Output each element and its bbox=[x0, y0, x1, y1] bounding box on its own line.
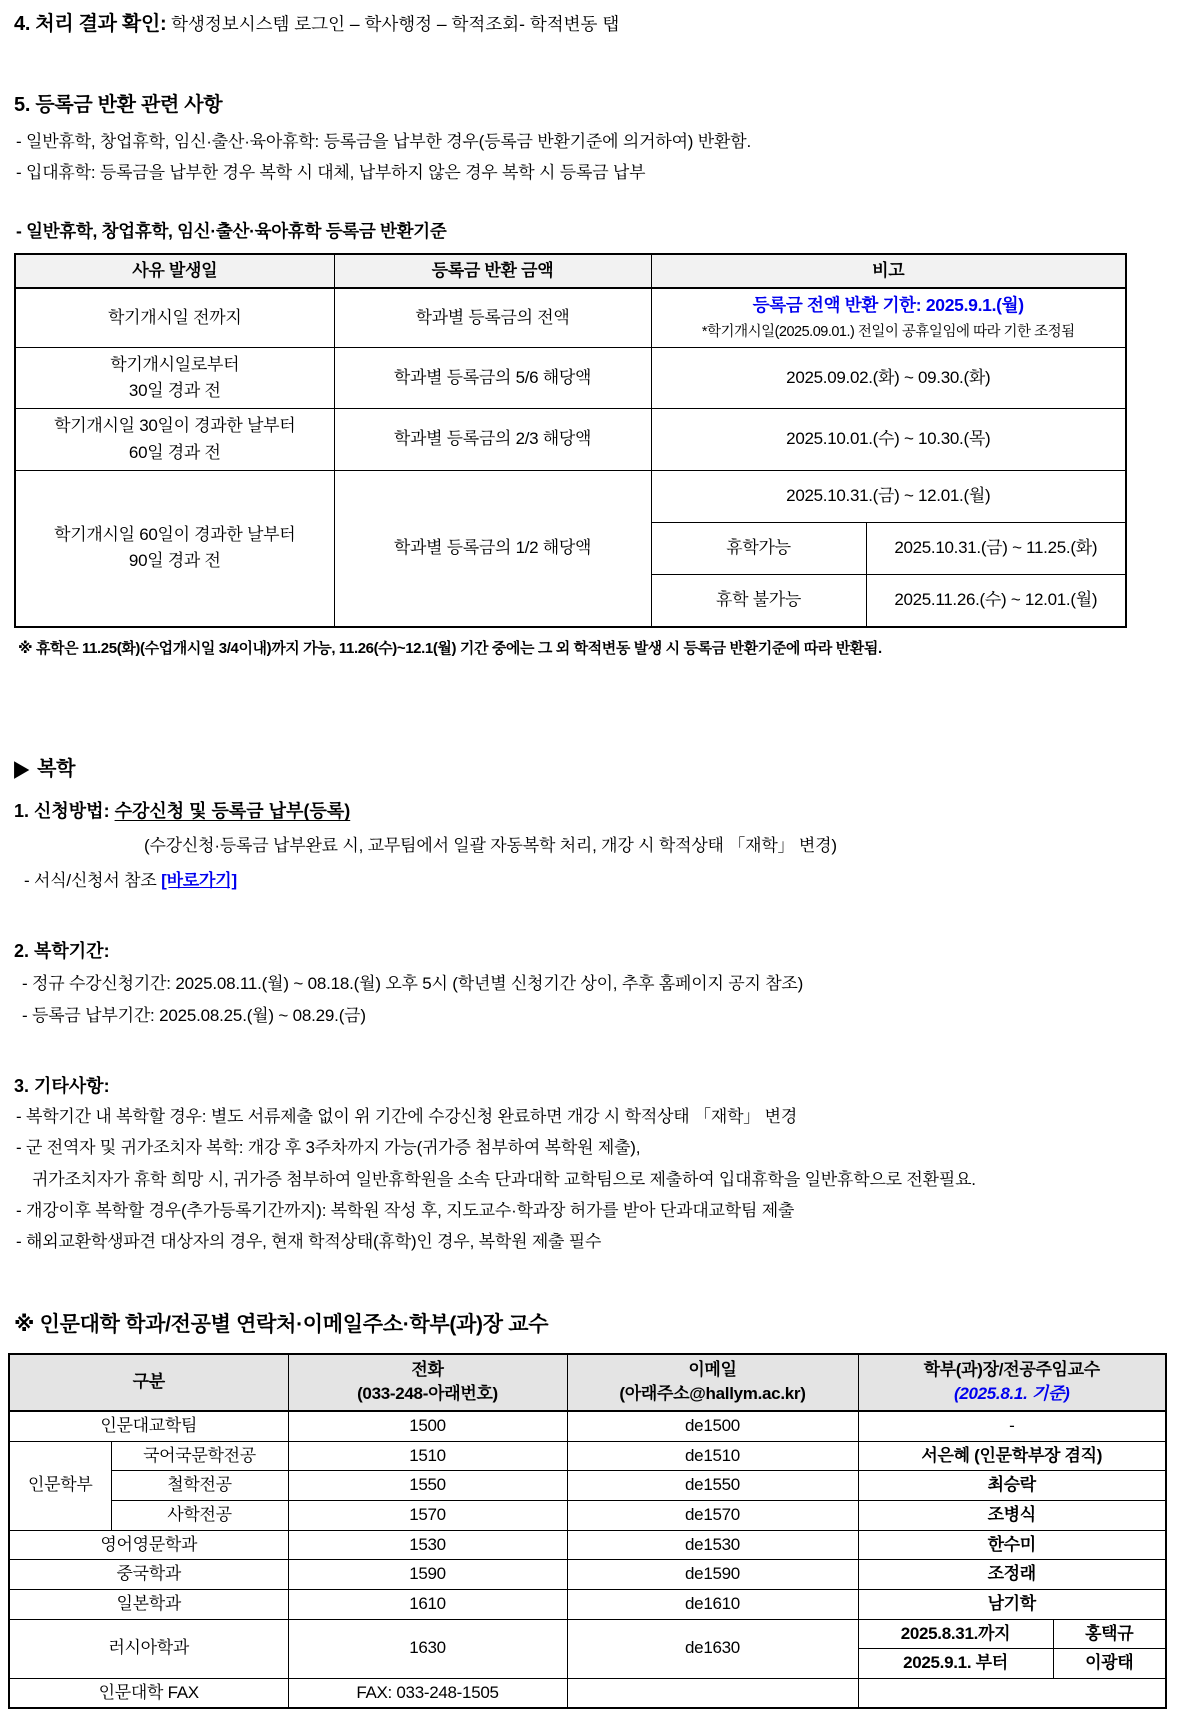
russian-head1-period-cell: 2025.8.31.까지 bbox=[858, 1619, 1053, 1649]
contact-header-group: 구분 bbox=[9, 1354, 288, 1411]
return-section-title bbox=[14, 755, 1186, 784]
philosophy-dept-cell: 철학전공 bbox=[111, 1471, 288, 1501]
return-etc-item4: - 해외교환학생파견 대상자의 경우, 현재 학적상태(휴학)인 경우, 복학원 제출 필수 bbox=[16, 1231, 602, 1251]
refund-row1-note-deadline: 등록금 전액 반환 기한: 2025.9.1.(월) bbox=[752, 295, 1024, 316]
return-method-label: 1. 신청방법: bbox=[14, 801, 115, 822]
section5-item2: - 입대휴학: 등록금을 납부한 경우 복학 시 대체, 납부하지 않은 경우 복학 시 등록금 납부 bbox=[16, 162, 646, 182]
contact-header-head-line1: 학부(과)장/전공주임교수 bbox=[923, 1359, 1100, 1379]
refund-row2-reason bbox=[15, 347, 334, 409]
russian-head2-name-cell: 이광태 bbox=[1053, 1649, 1166, 1679]
contact-row-office bbox=[9, 1411, 1166, 1441]
russian-head1-name-cell: 홍택규 bbox=[1053, 1619, 1166, 1649]
office-phone-cell: 1500 bbox=[288, 1411, 567, 1441]
contact-row-russian-1 bbox=[9, 1619, 1166, 1649]
chinese-phone-cell: 1590 bbox=[288, 1560, 567, 1590]
contact-header-head-line2: (2025.8.1. 기준) bbox=[953, 1384, 1070, 1404]
history-dept-cell: 사학전공 bbox=[111, 1501, 288, 1531]
russian-head2-period-cell: 2025.9.1. 부터 bbox=[858, 1649, 1053, 1679]
contact-row-japanese bbox=[9, 1589, 1166, 1619]
contact-header-row bbox=[9, 1354, 1166, 1411]
section5-item1: - 일반휴학, 창업휴학, 임신·출산·육아휴학: 등록금을 납부한 경우(등록금 반환기준에 의거하여) 반환함. bbox=[16, 132, 751, 151]
triangle-marker-icon: ▶ bbox=[14, 756, 30, 782]
refund-row4-sub2-label: 휴학 불가능 bbox=[651, 575, 866, 627]
humanities-group-cell: 인문학부 bbox=[9, 1441, 111, 1530]
english-phone-cell: 1530 bbox=[288, 1530, 567, 1560]
contact-header-head bbox=[858, 1354, 1166, 1411]
contact-table-heading: ※ 인문대학 학과/전공별 연락처·이메일주소·학부(과)장 교수 bbox=[14, 1313, 549, 1337]
korean-email-cell: de1510 bbox=[567, 1441, 858, 1471]
philosophy-email-cell: de1550 bbox=[567, 1471, 858, 1501]
return-form-line bbox=[24, 869, 1186, 894]
refund-row2-amount: 학과별 등록금의 5/6 해당액 bbox=[334, 347, 651, 409]
chinese-email-cell: de1590 bbox=[567, 1560, 858, 1590]
refund-row1-amount: 학과별 등록금의 전액 bbox=[334, 288, 651, 347]
contact-row-english bbox=[9, 1530, 1166, 1560]
chinese-dept-cell: 중국학과 bbox=[9, 1560, 288, 1590]
refund-row3-reason-line1: 학기개시일 30일이 경과한 날부터 bbox=[54, 416, 296, 436]
contact-header-email bbox=[567, 1354, 858, 1411]
contact-header-email-line2: (아래주소@hallym.ac.kr) bbox=[619, 1384, 806, 1404]
refund-table-caption: - 일반휴학, 창업휴학, 임신·출산·육아휴학 등록금 반환기준 bbox=[16, 221, 447, 242]
history-phone-cell: 1570 bbox=[288, 1501, 567, 1531]
refund-row4-reason-line2: 90일 경과 전 bbox=[128, 551, 221, 571]
japanese-dept-cell: 일본학과 bbox=[9, 1589, 288, 1619]
contact-header-phone bbox=[288, 1354, 567, 1411]
philosophy-phone-cell: 1550 bbox=[288, 1471, 567, 1501]
refund-row-1-2 bbox=[15, 471, 1126, 523]
refund-row3-amount: 학과별 등록금의 2/3 해당액 bbox=[334, 409, 651, 471]
refund-table bbox=[14, 253, 1127, 628]
return-title-text: 복학 bbox=[37, 758, 76, 781]
history-email-cell: de1570 bbox=[567, 1501, 858, 1531]
return-etc-title: 3. 기타사항: bbox=[14, 1076, 110, 1097]
refund-row1-note-detail: *학기개시일(2025.09.01.) 전일이 공휴일임에 따라 기한 조정됨 bbox=[701, 323, 1075, 340]
contact-header-email-line1: 이메일 bbox=[688, 1359, 737, 1379]
russian-email-cell: de1630 bbox=[567, 1619, 858, 1678]
section4-text: 학생정보시스템 로그인 – 학사행정 – 학적조회- 학적변동 탭 bbox=[171, 14, 620, 34]
english-email-cell: de1530 bbox=[567, 1530, 858, 1560]
refund-row2-reason-line2: 30일 경과 전 bbox=[128, 381, 221, 401]
section4-line bbox=[14, 10, 1186, 39]
refund-row-2-3 bbox=[15, 409, 1126, 471]
return-period-item1: - 정규 수강신청기간: 2025.08.11.(월) ~ 08.18.(월) 오후 5시 (학년별 신청기간 상이, 추후 홈페이지 공지 참조) bbox=[22, 973, 804, 993]
return-etc-item3: - 개강이후 복학할 경우(추가등록기간까지): 복학원 작성 후, 지도교수·학과장 허가를 받아 단과대교학팀 제출 bbox=[16, 1201, 795, 1221]
refund-footnote: ※ 휴학은 11.25(화)(수업개시일 3/4이내)까지 가능, 11.26(수)~12.1(월) 기간 중에는 그 외 학적변동 발생 시 등록금 반환기준에 따라 반환됨. bbox=[18, 639, 882, 657]
korean-phone-cell: 1510 bbox=[288, 1441, 567, 1471]
refund-row2-reason-line1: 학기개시일로부터 bbox=[110, 354, 240, 374]
japanese-email-cell: de1610 bbox=[567, 1589, 858, 1619]
refund-header-row bbox=[15, 254, 1126, 289]
refund-row4-note-top: 2025.10.31.(금) ~ 12.01.(월) bbox=[651, 471, 1126, 523]
refund-header-amount: 등록금 반환 금액 bbox=[334, 254, 651, 289]
return-period-item2: - 등록금 납부기간: 2025.08.25.(월) ~ 08.29.(금) bbox=[22, 1006, 366, 1026]
return-method-note: (수강신청·등록금 납부완료 시, 교무팀에서 일괄 자동복학 처리, 개강 시 학적상태 「재학」 변경) bbox=[144, 836, 837, 856]
russian-phone-cell: 1630 bbox=[288, 1619, 567, 1678]
refund-row4-sub1-label: 휴학가능 bbox=[651, 523, 866, 575]
refund-row1-note bbox=[651, 288, 1126, 347]
history-head-cell: 조병식 bbox=[858, 1501, 1166, 1531]
refund-row4-sub1-value: 2025.10.31.(금) ~ 11.25.(화) bbox=[866, 523, 1126, 575]
return-method-line bbox=[14, 798, 1186, 824]
contact-header-phone-line1: 전화 bbox=[411, 1359, 444, 1379]
english-head-cell: 한수미 bbox=[858, 1530, 1166, 1560]
refund-header-note: 비고 bbox=[651, 254, 1126, 289]
office-head-cell: - bbox=[858, 1411, 1166, 1441]
refund-row-5-6 bbox=[15, 347, 1126, 409]
return-etc-item2: - 군 전역자 및 귀가조치자 복학: 개강 후 3주차까지 가능(귀가증 첨부하여 복학원 제출), bbox=[16, 1137, 641, 1157]
refund-row3-reason bbox=[15, 409, 334, 471]
korean-head-cell: 서은혜 (인문학부장 겸직) bbox=[858, 1441, 1166, 1471]
refund-row4-reason-line1: 학기개시일 60일이 경과한 날부터 bbox=[54, 524, 296, 544]
japanese-phone-cell: 1610 bbox=[288, 1589, 567, 1619]
fax-number-cell: FAX: 033-248-1505 bbox=[288, 1678, 567, 1708]
office-dept-cell: 인문대교학팀 bbox=[9, 1411, 288, 1441]
fax-dept-cell: 인문대학 FAX bbox=[9, 1678, 288, 1708]
fax-head-cell bbox=[858, 1678, 1166, 1708]
contact-row-fax bbox=[9, 1678, 1166, 1708]
refund-row4-sub2-value: 2025.11.26.(수) ~ 12.01.(월) bbox=[866, 575, 1126, 627]
office-email-cell: de1500 bbox=[567, 1411, 858, 1441]
russian-dept-cell: 러시아학과 bbox=[9, 1619, 288, 1678]
japanese-head-cell: 남기학 bbox=[858, 1589, 1166, 1619]
fax-email-cell bbox=[567, 1678, 858, 1708]
contact-header-phone-line2: (033-248-아래번호) bbox=[357, 1384, 498, 1404]
section5-title: 5. 등록금 반환 관련 사항 bbox=[14, 94, 223, 116]
refund-row1-reason: 학기개시일 전까지 bbox=[15, 288, 334, 347]
refund-row4-amount: 학과별 등록금의 1/2 해당액 bbox=[334, 471, 651, 627]
form-shortcut-link[interactable]: [바로가기] bbox=[161, 871, 237, 891]
refund-row-full bbox=[15, 288, 1126, 347]
chinese-head-cell: 조정래 bbox=[858, 1560, 1166, 1590]
korean-dept-cell: 국어국문학전공 bbox=[111, 1441, 288, 1471]
refund-header-reason: 사유 발생일 bbox=[15, 254, 334, 289]
contact-row-history bbox=[9, 1501, 1166, 1531]
refund-row4-reason bbox=[15, 471, 334, 627]
section4-title: 4. 처리 결과 확인: bbox=[14, 13, 167, 35]
refund-row2-note: 2025.09.02.(화) ~ 09.30.(화) bbox=[651, 347, 1126, 409]
contact-row-korean bbox=[9, 1441, 1166, 1471]
contact-row-philosophy bbox=[9, 1471, 1166, 1501]
return-method-value: 수강신청 및 등록금 납부(등록) bbox=[114, 801, 351, 822]
return-form-label: - 서식/신청서 참조 bbox=[24, 871, 162, 891]
return-etc-item1: - 복학기간 내 복학할 경우: 별도 서류제출 없이 위 기간에 수강신청 완료하면 개강 시 학적상태 「재학」 변경 bbox=[16, 1107, 798, 1127]
contact-row-chinese bbox=[9, 1560, 1166, 1590]
philosophy-head-cell: 최승락 bbox=[858, 1471, 1166, 1501]
return-period-title: 2. 복학기간: bbox=[14, 940, 110, 961]
contact-table bbox=[8, 1353, 1167, 1710]
english-dept-cell: 영어영문학과 bbox=[9, 1530, 288, 1560]
refund-row3-reason-line2: 60일 경과 전 bbox=[128, 442, 221, 462]
refund-row3-note: 2025.10.01.(수) ~ 10.30.(목) bbox=[651, 409, 1126, 471]
return-etc-item2b: 귀가조치자가 휴학 희망 시, 귀가증 첨부하여 일반휴학원을 소속 단과대학 교학팀으로 제출하여 입대휴학을 일반휴학으로 전환필요. bbox=[32, 1170, 976, 1190]
